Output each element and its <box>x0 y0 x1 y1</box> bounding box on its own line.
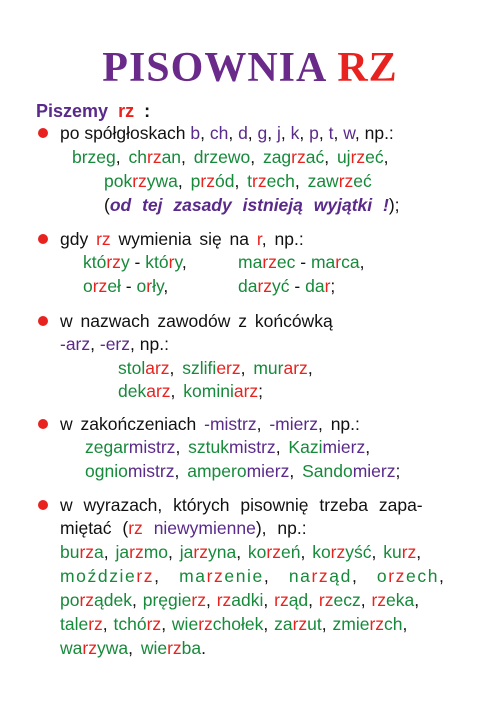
s2-line-3b <box>238 275 335 297</box>
text-fragment: , <box>132 590 143 610</box>
title-rz: RZ <box>337 45 398 91</box>
text-fragment: da <box>305 276 325 296</box>
text-fragment: moździe <box>60 566 137 586</box>
text-fragment: -mierz <box>269 414 318 434</box>
text-fragment: , np.: <box>354 123 394 143</box>
text-fragment: zaw <box>307 171 339 191</box>
s1-line-2 <box>72 146 389 168</box>
text-fragment: , <box>365 437 371 457</box>
text-fragment: , <box>250 147 263 167</box>
text-fragment: ch <box>384 614 403 634</box>
text-fragment: ja <box>179 542 194 562</box>
text-fragment: zegar <box>85 437 129 457</box>
text-fragment: , <box>275 437 289 457</box>
text-fragment: ma <box>179 566 207 586</box>
s5-line-3 <box>60 541 421 563</box>
text-fragment: rz <box>88 614 103 634</box>
text-fragment: mierz <box>246 461 290 481</box>
text-fragment: któ <box>83 252 107 272</box>
text-fragment: ; <box>395 461 401 481</box>
bullet-3 <box>38 316 48 326</box>
s1-line-4 <box>104 194 400 216</box>
text-fragment: sztuk <box>188 437 230 457</box>
text-fragment: , <box>294 171 308 191</box>
text-fragment: , <box>174 461 188 481</box>
text-fragment: , <box>300 542 313 562</box>
text-fragment: rz <box>82 638 97 658</box>
text-fragment: ma <box>238 252 263 272</box>
text-fragment: w <box>343 123 355 143</box>
text-fragment: , <box>289 461 303 481</box>
text-fragment: rz <box>292 614 308 634</box>
text-fragment: , <box>351 566 377 586</box>
text-fragment: , <box>359 252 365 272</box>
text-fragment: Kazi <box>288 437 323 457</box>
text-fragment: , <box>318 123 329 143</box>
text-fragment: - <box>295 252 311 272</box>
text-fragment: rz <box>401 542 417 562</box>
text-fragment: da <box>238 276 258 296</box>
text-fragment: , <box>103 542 116 562</box>
text-fragment: , <box>324 147 337 167</box>
text-fragment: ądek <box>94 590 132 610</box>
text-fragment: rz <box>274 590 289 610</box>
intro-rz: rz <box>118 101 135 121</box>
text-fragment: ech <box>406 566 440 586</box>
text-fragment: yć <box>272 276 290 296</box>
text-fragment: , <box>263 614 275 634</box>
text-fragment: , <box>439 566 446 586</box>
text-fragment: komini <box>183 381 234 401</box>
text-fragment: rz <box>350 147 366 167</box>
text-fragment: , <box>307 358 313 378</box>
s4-line-2 <box>85 436 370 458</box>
text-fragment: rz <box>330 542 346 562</box>
text-fragment: ąd <box>329 566 352 586</box>
text-fragment: arz <box>146 381 171 401</box>
text-fragment: , <box>267 123 277 143</box>
text-fragment: mur <box>253 358 284 378</box>
text-fragment: -arz <box>60 334 91 354</box>
s5-line-2 <box>60 517 307 539</box>
text-fragment: ód <box>214 171 235 191</box>
text-fragment: , <box>299 123 310 143</box>
text-fragment: , <box>416 542 422 562</box>
bullet-4 <box>38 419 48 429</box>
text-fragment: rz <box>266 542 281 562</box>
text-fragment: rz <box>96 229 111 249</box>
text-fragment: rz <box>338 171 354 191</box>
text-fragment: g <box>257 123 268 143</box>
bullet-5 <box>38 500 48 510</box>
text-fragment: rz <box>388 566 407 586</box>
text-fragment: brzeg <box>72 147 116 167</box>
text-fragment: , <box>280 123 291 143</box>
text-fragment: , np.: <box>261 229 304 249</box>
text-fragment: yna <box>207 542 237 562</box>
text-fragment: mo <box>143 542 169 562</box>
text-fragment: ca <box>341 252 360 272</box>
text-fragment: - <box>289 276 306 296</box>
text-fragment: gdy <box>60 229 97 249</box>
text-fragment: mistrz <box>127 461 175 481</box>
text-fragment: zmie <box>332 614 370 634</box>
text-fragment: ognio <box>85 461 128 481</box>
text-fragment: , <box>163 276 169 296</box>
text-fragment: , <box>205 590 217 610</box>
text-fragment: ( <box>104 195 110 215</box>
text-fragment: , <box>321 614 333 634</box>
text-fragment: rz <box>198 614 213 634</box>
text-fragment: wie <box>140 638 168 658</box>
s2-line-3a <box>83 275 168 297</box>
text-fragment: eka <box>386 590 415 610</box>
text-fragment: , <box>240 358 254 378</box>
text-fragment: t <box>247 171 253 191</box>
intro-text: Piszemy <box>36 101 109 121</box>
text-fragment: o <box>136 276 147 296</box>
text-fragment: ku <box>383 542 402 562</box>
page-title <box>0 44 500 92</box>
text-fragment: adki <box>231 590 264 610</box>
text-fragment: po <box>60 590 80 610</box>
s1-line-3 <box>104 170 372 192</box>
text-fragment: dek <box>118 381 147 401</box>
text-fragment: rz <box>136 566 155 586</box>
text-fragment: któ <box>145 252 169 272</box>
s5-line-6 <box>60 613 407 635</box>
text-fragment: eć <box>353 171 372 191</box>
text-fragment: r <box>324 276 331 296</box>
s5-line-5 <box>60 589 419 611</box>
text-fragment: wymienia się na <box>110 229 257 249</box>
text-fragment: w zakończeniach <box>60 414 205 434</box>
text-fragment: a <box>94 542 104 562</box>
text-fragment: , np.: <box>317 414 360 434</box>
text-fragment: stol <box>118 358 146 378</box>
text-fragment: r <box>168 252 175 272</box>
text-fragment: arz <box>145 358 170 378</box>
text-fragment: -erz <box>99 334 131 354</box>
text-fragment: pok <box>104 171 133 191</box>
text-fragment: tale <box>60 614 89 634</box>
s5-line-4 <box>60 565 446 587</box>
text-fragment: r <box>256 229 262 249</box>
text-fragment: b <box>190 123 201 143</box>
text-fragment: rz <box>147 147 162 167</box>
text-fragment: t <box>328 123 334 143</box>
s3-line-3 <box>118 357 313 379</box>
text-fragment: ko <box>312 542 331 562</box>
text-fragment: an <box>161 147 182 167</box>
text-fragment: , <box>263 566 289 586</box>
s2-line-2b <box>238 251 364 273</box>
text-fragment: rz <box>129 542 144 562</box>
title-main: PISOWNIA <box>102 45 328 91</box>
text-fragment: , <box>360 590 372 610</box>
text-fragment: rz <box>318 590 334 610</box>
text-fragment: , <box>170 381 184 401</box>
text-fragment: , <box>247 123 258 143</box>
text-fragment: . <box>201 638 206 658</box>
text-fragment: ko <box>247 542 267 562</box>
text-fragment: , <box>177 171 191 191</box>
text-fragment: rz <box>371 590 387 610</box>
text-fragment: , <box>383 147 389 167</box>
text-fragment: , <box>414 590 420 610</box>
text-fragment: , <box>308 590 319 610</box>
text-fragment: rz <box>92 276 108 296</box>
text-fragment: mistrz <box>229 437 276 457</box>
text-fragment: , <box>169 358 183 378</box>
text-fragment: rz <box>200 171 215 191</box>
text-fragment: ; <box>330 276 336 296</box>
s5-line-7 <box>60 637 206 659</box>
intro-line <box>36 100 150 122</box>
text-fragment: , <box>402 614 408 634</box>
text-fragment: ły <box>152 276 164 296</box>
text-fragment: ywa <box>146 171 178 191</box>
text-fragment: , <box>168 542 180 562</box>
text-fragment: pręgie <box>142 590 192 610</box>
text-fragment: , <box>128 638 141 658</box>
text-fragment: - <box>129 252 146 272</box>
text-fragment: ), np.: <box>255 518 307 538</box>
text-fragment: ywa <box>96 638 129 658</box>
text-fragment: arz <box>283 358 308 378</box>
text-fragment: , <box>333 123 344 143</box>
text-fragment: chołek <box>212 614 264 634</box>
s4-line-3 <box>85 460 400 482</box>
text-fragment: uj <box>336 147 351 167</box>
s2-line-1 <box>60 228 304 250</box>
text-fragment: , <box>236 542 248 562</box>
text-fragment: d <box>238 123 248 143</box>
text-fragment: , <box>234 171 248 191</box>
text-fragment: , <box>181 147 194 167</box>
text-fragment: ch <box>128 147 147 167</box>
text-fragment: na <box>288 566 312 586</box>
text-fragment: ba <box>181 638 202 658</box>
text-fragment: rz <box>146 614 162 634</box>
s1-line-1 <box>60 122 394 144</box>
text-fragment: rz <box>132 171 147 191</box>
s2-line-2a <box>83 251 187 273</box>
text-fragment: , <box>175 437 189 457</box>
text-fragment: , np.: <box>130 334 169 354</box>
text-fragment: enie <box>224 566 264 586</box>
text-fragment: rz <box>369 614 385 634</box>
s4-line-1 <box>60 413 360 435</box>
text-fragment: drzewo <box>193 147 251 167</box>
text-fragment: zag <box>262 147 292 167</box>
text-fragment: r <box>146 276 153 296</box>
text-fragment: eć <box>365 147 384 167</box>
bullet-2 <box>38 234 48 244</box>
text-fragment: erz <box>216 358 241 378</box>
text-fragment: , <box>90 334 100 354</box>
text-fragment: od tej zasady istnieją wyjątki ! <box>109 195 389 215</box>
text-fragment: rz <box>79 542 95 562</box>
s3-line-4 <box>118 380 263 402</box>
text-fragment: rz <box>79 590 95 610</box>
text-fragment: ch <box>209 123 229 143</box>
text-fragment: k <box>290 123 300 143</box>
text-fragment: wie <box>171 614 199 634</box>
text-fragment: , <box>228 123 239 143</box>
text-fragment: -mistrz <box>204 414 257 434</box>
text-fragment: , <box>154 566 180 586</box>
text-fragment: arz <box>233 381 259 401</box>
text-fragment: rz <box>193 542 208 562</box>
bullet-1 <box>38 128 48 138</box>
text-fragment: p <box>309 123 319 143</box>
text-fragment: y <box>174 252 182 272</box>
text-fragment: miętać ( <box>60 518 129 538</box>
text-fragment: wa <box>60 638 83 658</box>
text-fragment: rz <box>216 590 232 610</box>
text-fragment: eł <box>107 276 121 296</box>
text-fragment: mierz <box>352 461 396 481</box>
text-fragment: y <box>120 252 130 272</box>
text-fragment: ecz <box>333 590 361 610</box>
text-fragment: ); <box>388 195 400 215</box>
intro-colon: : <box>144 101 151 121</box>
text-fragment: niewymienne <box>153 518 256 538</box>
text-fragment: o <box>83 276 93 296</box>
text-fragment: , <box>161 614 172 634</box>
text-fragment: ec <box>276 252 296 272</box>
text-fragment: j <box>277 123 281 143</box>
text-fragment: tchó <box>113 614 147 634</box>
text-fragment: o <box>376 566 389 586</box>
text-fragment: ut <box>307 614 322 634</box>
text-fragment: , <box>263 590 275 610</box>
text-fragment: ; <box>258 381 264 401</box>
text-fragment: po spółgłoskach <box>60 123 191 143</box>
text-fragment: szlifi <box>182 358 217 378</box>
text-fragment: yść <box>345 542 372 562</box>
text-fragment: r <box>335 252 342 272</box>
text-fragment: eń <box>280 542 301 562</box>
text-fragment: mierz <box>322 437 366 457</box>
text-fragment: rz <box>311 566 330 586</box>
text-fragment: , <box>102 614 114 634</box>
text-fragment: ma <box>310 252 336 272</box>
text-fragment: , <box>200 123 210 143</box>
text-fragment: - <box>120 276 137 296</box>
text-fragment: rz <box>191 590 206 610</box>
text-fragment: rz <box>206 566 225 586</box>
text-fragment <box>143 518 154 538</box>
text-fragment: bu <box>60 542 80 562</box>
text-fragment: ampero <box>187 461 247 481</box>
s3-line-2 <box>60 333 169 355</box>
text-fragment: , <box>181 252 187 272</box>
text-fragment: , <box>371 542 384 562</box>
s3-line-1: w nazwach zawodów z końcówką <box>60 311 333 331</box>
text-fragment: , <box>115 147 129 167</box>
text-fragment: ja <box>115 542 130 562</box>
text-fragment: rz <box>128 518 143 538</box>
text-fragment: p <box>190 171 201 191</box>
text-fragment: Sando <box>302 461 353 481</box>
text-fragment: rz <box>262 252 277 272</box>
text-fragment: ąd <box>288 590 309 610</box>
s5-line-1: w wyrazach, których pisownię trzeba zapa- <box>60 495 423 515</box>
text-fragment: ać <box>305 147 325 167</box>
text-fragment: , <box>256 414 270 434</box>
text-fragment: rz <box>252 171 267 191</box>
text-fragment: ech <box>266 171 295 191</box>
text-fragment: za <box>274 614 293 634</box>
text-fragment: rz <box>167 638 182 658</box>
text-fragment: rz <box>106 252 121 272</box>
text-fragment: mistrz <box>128 437 176 457</box>
text-fragment: rz <box>257 276 273 296</box>
text-fragment: rz <box>291 147 306 167</box>
